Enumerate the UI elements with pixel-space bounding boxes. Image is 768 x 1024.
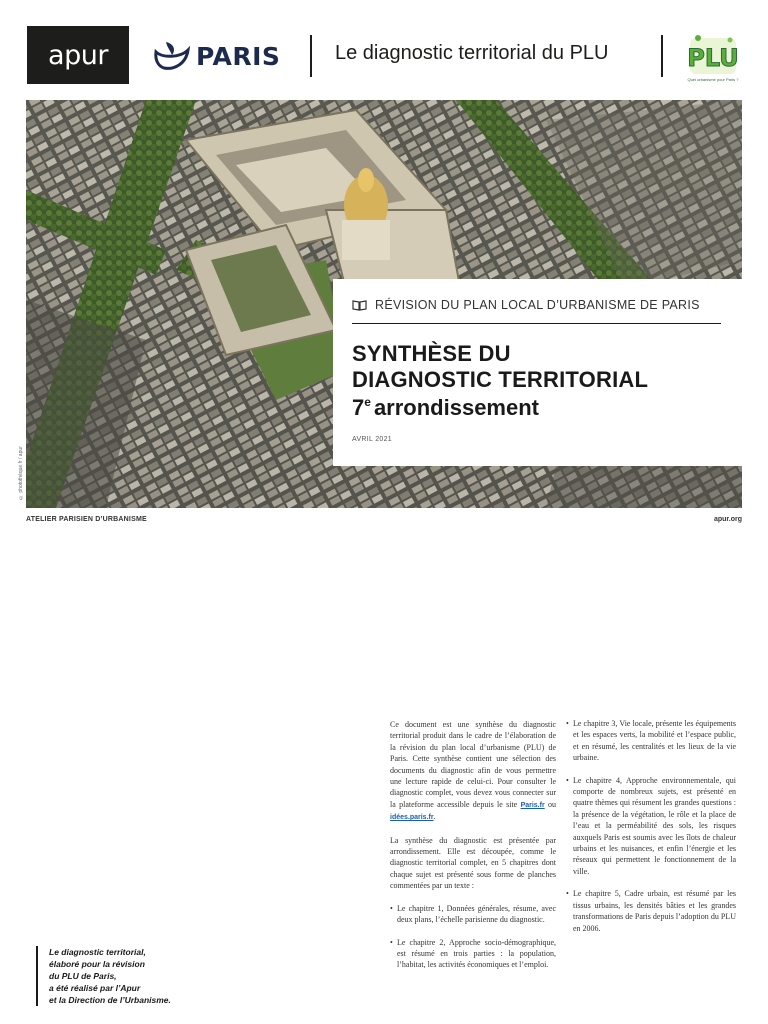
credit-note-line: Le diagnostic territorial, bbox=[49, 947, 146, 957]
credit-note-line: du PLU de Paris, bbox=[49, 971, 117, 981]
publication-date: AVRIL 2021 bbox=[352, 436, 392, 443]
plu-logo bbox=[686, 32, 740, 82]
card-title-line2: DIAGNOSTIC TERRITORIAL bbox=[352, 367, 649, 392]
card-subtitle bbox=[352, 395, 539, 421]
body-column-right bbox=[566, 718, 736, 945]
credit-note-line: et la Direction de l’Urbanisme. bbox=[49, 995, 171, 1005]
title-card bbox=[333, 279, 742, 466]
body-column-left bbox=[390, 719, 556, 982]
plu-logo-letters: PLU bbox=[687, 44, 739, 72]
apur-logo: apur bbox=[27, 26, 129, 84]
arrondissement-number: 7 bbox=[352, 395, 365, 420]
credit-note-line: a été réalisé par l’Apur bbox=[49, 983, 141, 993]
card-title-line1: SYNTHÈSE DU bbox=[352, 341, 511, 366]
card-kicker bbox=[352, 298, 700, 312]
plu-logo-graphic bbox=[686, 32, 740, 76]
list-item: • Le chapitre 4, Approche environnementale, qui comporte de nombreux sujets, est présenté en quatre thèmes qui résument les grandes questions : la présence de la végétation, le rôle et la place de l’eau et la perméabilité des sols, les risques auxquels Paris est soumis avec les îlots de chaleur urbains et les nuisances, et enfin l’énergie et les réseaux qui permettent le fonctionnement de la ville. bbox=[566, 775, 736, 878]
organization-name: ATELIER PARISIEN D’URBANISME bbox=[26, 516, 147, 523]
list-item: • Le chapitre 3, Vie locale, présente les équipements et les espaces verts, la mobilité et l’espace public, et en résumé, les centralités et les lieux de la vie urbaine. bbox=[566, 718, 736, 764]
header-divider-left bbox=[310, 35, 312, 77]
arrondissement-label: arrondissement bbox=[373, 395, 539, 420]
page-title: Le diagnostic territorial du PLU bbox=[335, 42, 609, 64]
paris-ship-icon bbox=[152, 38, 192, 74]
plu-logo-tagline: Quel urbanisme pour Paris ? bbox=[687, 77, 739, 82]
header-divider-right bbox=[661, 35, 663, 77]
chapter-list-left bbox=[390, 903, 556, 971]
chapter-list-right bbox=[566, 718, 736, 934]
list-item: • Le chapitre 1, Données générales, résume, avec deux plans, l’échelle parisienne du diagnostic. bbox=[390, 903, 556, 926]
structure-paragraph: La synthèse du diagnostic est présentée par arrondissement. Elle est découpée, comme le diagnostic territorial complet, en 5 chapitres dont chaque sujet est présenté sous forme de planches commentées par un texte : bbox=[390, 835, 556, 891]
paris-logo bbox=[152, 36, 280, 76]
idees-paris-fr-link[interactable]: idées.paris.fr bbox=[390, 814, 434, 822]
list-item: • Le chapitre 5, Cadre urbain, est résumé par les tissus urbains, les densités bâties et les grandes transformations de Paris depuis l’adoption du PLU en 2006. bbox=[566, 888, 736, 934]
photo-credit: © photothèque.fr / apur bbox=[18, 446, 24, 500]
card-divider bbox=[352, 323, 721, 324]
list-item: • Le chapitre 2, Approche socio-démographique, est résumé en trois parties : la population, l’habitat, les activités économiques et l’emploi. bbox=[390, 937, 556, 971]
card-title bbox=[352, 341, 648, 393]
paris-logo-text: PARIS bbox=[196, 41, 281, 71]
book-icon bbox=[352, 299, 367, 311]
website-link[interactable]: apur.org bbox=[713, 516, 742, 523]
intro-paragraph: Ce document est une synthèse du diagnostic territorial produit dans le cadre de l’élaboration de la révision du plan local d’urbanisme (PLU) de Paris. Cette synthèse contient une sélection des documents du diagnostic afin de vous permettre une lecture rapide de celui-ci. Pour consulter le diagnostic complet, vous devez vous connecter sur la plateforme accessible depuis le site Paris.fr ou idées.paris.fr. bbox=[390, 720, 557, 822]
credit-note bbox=[36, 946, 171, 1006]
arrondissement-suffix: e bbox=[364, 395, 371, 409]
paris-fr-link[interactable]: Paris.fr bbox=[520, 801, 545, 809]
card-kicker-text: RÉVISION DU PLAN LOCAL D’URBANISME DE PARIS bbox=[375, 298, 700, 312]
credit-note-line: élaboré pour la révision bbox=[49, 959, 145, 969]
